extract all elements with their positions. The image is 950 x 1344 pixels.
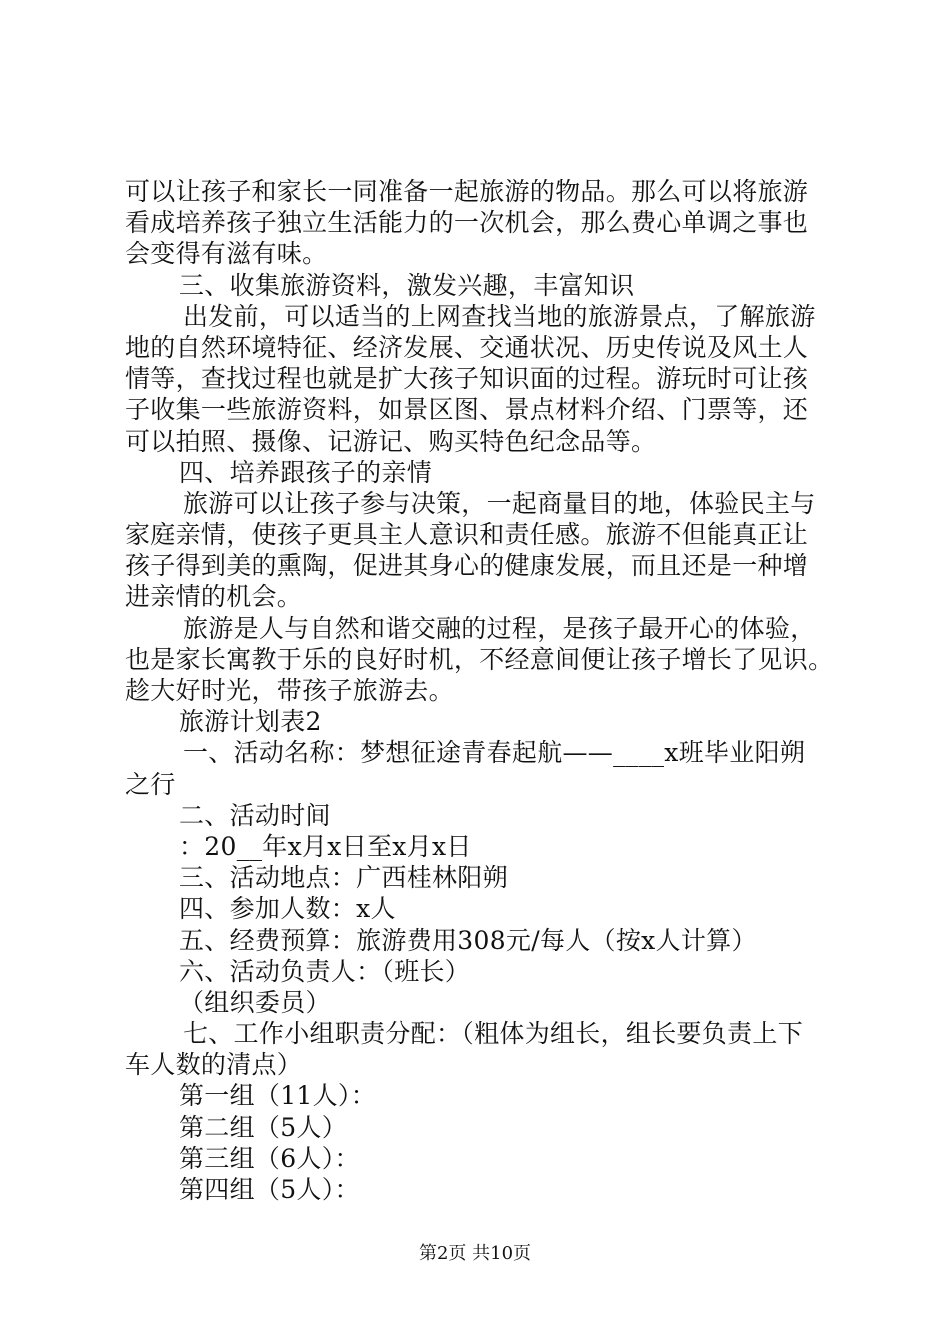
document-body: [125, 176, 845, 1205]
paragraph-line: 情等，查找过程也就是扩大孩子知识面的过程。游玩时可让孩: [125, 364, 809, 394]
group-item: 第三组（6人）：: [179, 1143, 360, 1173]
paragraph-line: 会变得有滋有味。: [125, 239, 328, 269]
paragraph-line: 地的自然环境特征、经济发展、交通状况、历史传说及风土人: [125, 332, 809, 362]
paragraph-line: 旅游是人与自然和谐交融的过程，是孩子最开心的体验，: [183, 613, 816, 643]
plan-item: 五、经费预算：旅游费用308元/每人（按x人计算）: [179, 925, 757, 955]
group-item: 第二组（5人）: [179, 1112, 348, 1142]
plan-item: 六、活动负责人：（班长）: [179, 956, 471, 986]
paragraph-line: 进亲情的机会。: [125, 582, 303, 612]
plan-item: 七、工作小组职责分配：（粗体为组长，组长要负责上下: [183, 1019, 804, 1049]
plan-item: 车人数的清点）: [125, 1050, 303, 1080]
paragraph-line: 出发前，可以适当的上网查找当地的旅游景点，了解旅游: [183, 301, 816, 331]
paragraph-line: 孩子得到美的熏陶，促进其身心的健康发展，而且还是一种增: [125, 551, 809, 581]
plan-item: （组织委员）: [179, 987, 331, 1017]
paragraph-line: 家庭亲情，使孩子更具主人意识和责任感。旅游不但能真正让: [125, 520, 809, 550]
group-item: 第四组（5人）：: [179, 1175, 360, 1204]
paragraph-line: 也是家长寓教于乐的良好时机，不经意间便让孩子增长了见识。: [125, 644, 834, 674]
paragraph-line: 趁大好时光，带孩子旅游去。: [125, 676, 454, 705]
group-item: 第一组（11人）：: [179, 1081, 377, 1111]
document-subtitle: 旅游计划表2: [179, 707, 322, 737]
plan-item: 一、活动名称：梦想征途青春起航——____x班毕业阳朔: [183, 738, 806, 768]
paragraph-line: 旅游可以让孩子参与决策，一起商量目的地，体验民主与: [183, 488, 816, 518]
section-heading: 三、收集旅游资料，激发兴趣，丰富知识: [179, 270, 635, 300]
plan-item: ：20__年x月x日至x月x日: [179, 831, 472, 861]
paragraph-line: 看成培养孩子独立生活能力的一次机会，那么费心单调之事也: [125, 208, 809, 238]
section-heading: 四、培养跟孩子的亲情: [179, 457, 433, 487]
paragraph-line: 子收集一些旅游资料，如景区图、景点材料介绍、门票等，还: [125, 395, 809, 425]
paragraph-line: 可以拍照、摄像、记游记、购买特色纪念品等。: [125, 426, 657, 456]
plan-item: 四、参加人数：x人: [179, 894, 396, 924]
plan-item: 三、活动地点：广西桂林阳朔: [179, 863, 508, 893]
page-number-footer: 第2页 共10页: [418, 1243, 532, 1264]
paragraph-line: 可以让孩子和家长一同准备一起旅游的物品。那么可以将旅游: [125, 177, 809, 206]
plan-item: 二、活动时间: [179, 800, 331, 830]
plan-item: 之行: [125, 769, 176, 799]
